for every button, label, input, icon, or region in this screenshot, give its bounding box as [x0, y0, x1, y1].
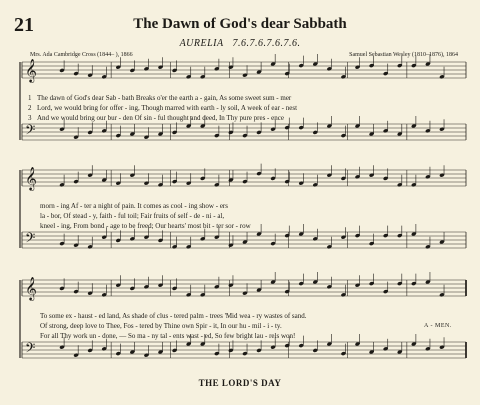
music-credit: Samuel Sebastian Wesley (1810–1876), 1864 [349, 52, 458, 58]
treble-clef: 𝄞 [25, 276, 37, 300]
amen-label: A - MEN. [424, 323, 452, 329]
lyric-line: 1 The dawn of God's dear Sab - bath Breaks o'er the earth a - gain, As some sweet sum - mer [28, 94, 292, 102]
tune-name: AURELIA [179, 38, 224, 49]
lyric-line: kneel - ing, From bond - age to be freed; Our hearts' most bit - ter sor - row [40, 222, 251, 230]
lyric-line: To some ex - haust - ed land, As shade of clus - tered palm - trees 'Mid wea - ry wastes of sand. [40, 312, 307, 320]
words-credit: Mrs. Ada Cambridge Cross (1844– ), 1866 [30, 52, 133, 58]
bass-clef: 𝄢 [25, 122, 36, 141]
lyric-line: 3 And we would bring our bur - den Of sin - ful thought and deed, In Thy pure pres - ence [28, 114, 284, 122]
page-footer: THE LORD'S DAY [198, 378, 282, 388]
treble-clef: 𝄞 [25, 166, 37, 190]
tune-meter: 7.6.7.6.7.6.7.6. [232, 38, 301, 49]
bass-clef: 𝄢 [25, 230, 36, 249]
lyric-line: Of strong, deep love to Thee, Fos - tered by Thine own Spir - it, In our hu - mil - i - ty. [40, 322, 282, 330]
treble-clef: 𝄞 [25, 58, 37, 82]
lyric-line: morn - ing Af - ter a night of pain. It comes as cool - ing show - ers [40, 202, 228, 210]
bass-clef: 𝄢 [25, 340, 36, 359]
lyric-line: la - bor, Of stead - y, faith - ful toil; Fair fruits of self - de - ni - al, [40, 212, 225, 220]
lyric-line: 2 Lord, we would bring for offer - ing, Though marred with earth - ly soil, A week of ear - nest [28, 104, 298, 112]
hymn-title: The Dawn of God's dear Sabbath [133, 16, 347, 32]
lyric-line: For all Thy work un - done, — So ma - ny tal - ents wast - ed, So few bright lau - rels won! [40, 332, 296, 340]
hymn-number: 21 [14, 14, 34, 36]
